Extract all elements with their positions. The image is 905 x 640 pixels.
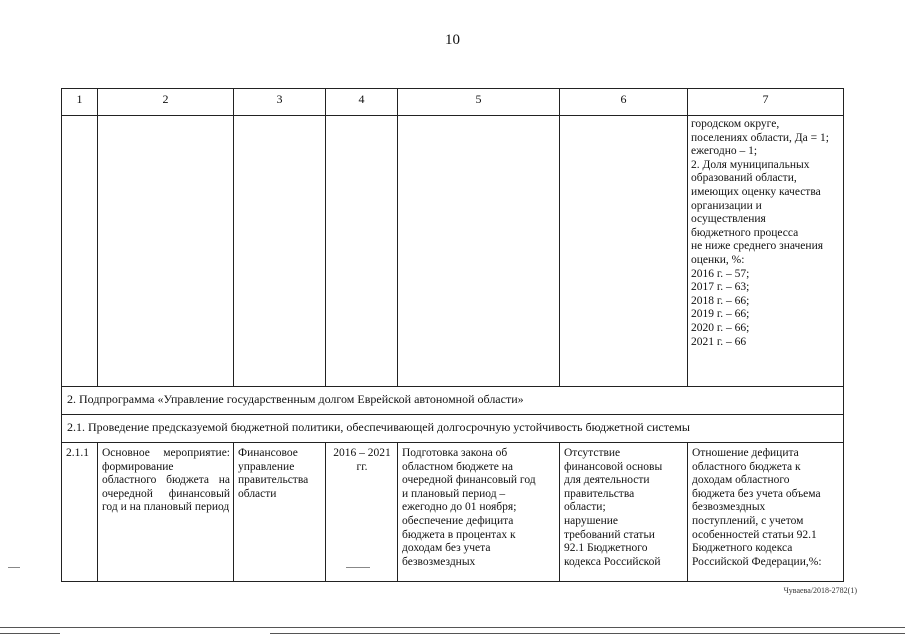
text-line: Подготовка закона об [402, 447, 508, 459]
header-row [62, 89, 844, 116]
bottom-divider [0, 627, 905, 628]
subsection-title: 2.1. Проведение предсказуемой бюджетной политики, обеспечивающей долгосрочную устойчивость бюджетной системы [62, 415, 844, 443]
empty-cell [234, 116, 326, 387]
text-line: для деятельности [564, 474, 650, 487]
text-line: особенностей статьи 92.1 [692, 528, 817, 541]
bottom-divider [270, 633, 905, 634]
consequence-cell [560, 443, 688, 582]
text-line: областного бюджета к [692, 460, 801, 473]
text-line: ежегодно – 1; [691, 145, 758, 158]
text-line: безвозмездных [692, 501, 766, 514]
text-line: 2018 г. – 66; [691, 294, 750, 307]
text-line: требований статьи [564, 528, 655, 541]
text-line: осуществления [691, 213, 766, 226]
text-line: нарушение [564, 514, 618, 527]
text-line: правительства [564, 487, 635, 500]
header-cell: 4 [326, 89, 398, 116]
empty-cell [98, 116, 234, 387]
empty-cell [560, 116, 688, 387]
text-line: образований области, [691, 172, 797, 185]
executor-cell: Финансовое управление правительства области [234, 443, 326, 582]
text-line: не ниже среднего значения [691, 240, 824, 253]
text-line: области; [564, 501, 606, 514]
header-cell: 1 [62, 89, 98, 116]
scan-mark [8, 567, 20, 568]
program-table [61, 88, 844, 582]
text-line: обеспечение дефицита [402, 514, 514, 527]
text-line: областном бюджете на [402, 460, 513, 473]
term-cell: 2016 – 2021 гг. [326, 443, 398, 582]
event-cell: Основное мероприятие: формирование областного бюджета на очередной финансовый год и на плановый период [98, 443, 234, 582]
text-line: доходам без учета [402, 542, 491, 555]
text-line: поселениях области, Да = 1; [691, 131, 829, 144]
text-line: 2017 г. – 63; [691, 281, 750, 294]
text-line: 2016 г. – 57; [691, 267, 750, 280]
text-line: бюджета без учета объема [692, 487, 821, 500]
indicator-cell [688, 443, 844, 582]
result-cell [398, 443, 560, 582]
section-title: 2. Подпрограмма «Управление государственным долгом Еврейской автономной области» [62, 387, 844, 415]
text-line: 92.1 Бюджетного [564, 542, 648, 555]
empty-cell [62, 116, 98, 387]
item-number: 2.1.1 [62, 443, 98, 582]
text-line: организации и [691, 199, 762, 212]
text-line: безвозмездных [402, 555, 476, 568]
subsection-row [62, 415, 844, 443]
text-line: ежегодно до 01 ноября; [402, 501, 517, 514]
bottom-divider [0, 633, 60, 634]
page-number: 10 [445, 32, 460, 48]
table-row [62, 443, 844, 582]
text-line: бюджета в процентах к [402, 528, 516, 541]
header-cell: 7 [688, 89, 844, 116]
text-line: очередной финансовый год [402, 474, 536, 487]
empty-cell [398, 116, 560, 387]
text-line: имеющих оценку качества [691, 185, 821, 198]
text-line: 2020 г. – 66; [691, 321, 750, 334]
text-line: доходам областного [692, 474, 790, 487]
text-line: городском округе, [691, 118, 780, 130]
text-line: поступлений, с учетом [692, 514, 804, 527]
header-cell: 2 [98, 89, 234, 116]
indicator-continuation-cell [688, 116, 844, 387]
text-line: оценки, %: [691, 253, 745, 266]
document-code: Чуваева/2018-2782(1) [783, 586, 857, 595]
continuation-row [62, 116, 844, 387]
header-cell: 5 [398, 89, 560, 116]
text-line: 2019 г. – 66; [691, 308, 750, 321]
section-row [62, 387, 844, 415]
text-line: Российской Федерации,%: [692, 555, 822, 568]
text-line: Отсутствие [564, 447, 621, 459]
text-line: и плановый период – [402, 487, 506, 500]
scan-mark [346, 567, 370, 568]
text-line: 2. Доля муниципальных [691, 158, 810, 171]
text-line: кодекса Российской [564, 555, 661, 568]
header-cell: 6 [560, 89, 688, 116]
text-line: Отношение дефицита [692, 447, 799, 459]
header-cell: 3 [234, 89, 326, 116]
empty-cell [326, 116, 398, 387]
text-line: бюджетного процесса [691, 226, 799, 239]
text-line: Бюджетного кодекса [692, 542, 793, 555]
text-line: 2021 г. – 66 [691, 335, 747, 348]
text-line: финансовой основы [564, 460, 663, 473]
